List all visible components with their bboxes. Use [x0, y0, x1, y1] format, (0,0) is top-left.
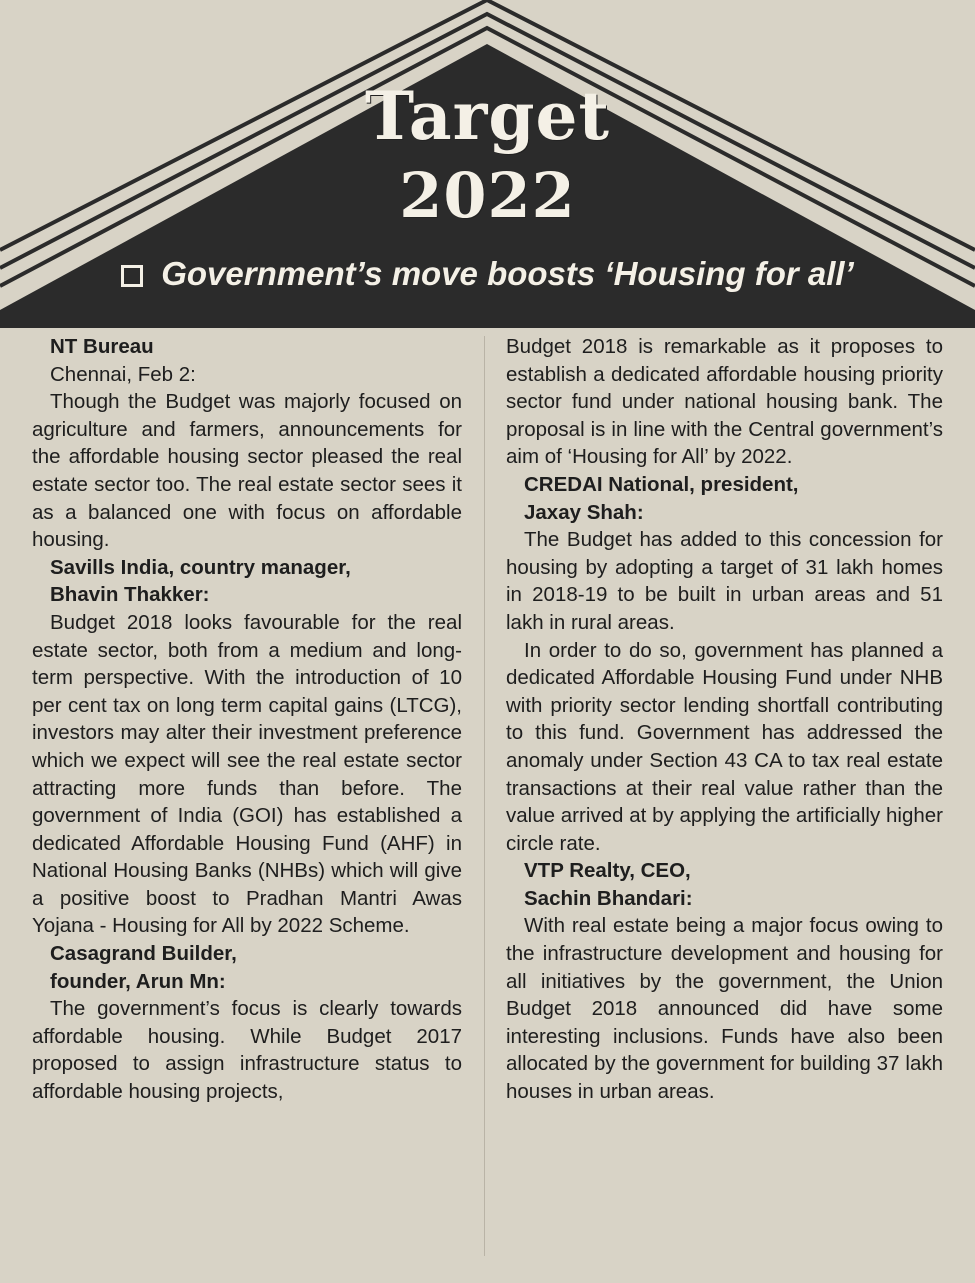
article-column-right: [506, 333, 943, 1106]
quote-casagrand-part2: Budget 2018 is remarkable as it proposes to establish a dedicated affordable housing priority sector fund under national housing bank. The proposal is in line with the Central government’s aim of ‘Housing for All’ by 2022.: [506, 335, 943, 469]
speaker-casagrand-line1: Casagrand Builder,: [50, 942, 237, 966]
speaker-credai-line1: CREDAI National, president,: [524, 472, 799, 496]
speaker-credai-line2: Jaxay Shah:: [524, 500, 644, 524]
speaker-savills-line1: Savills India, country manager,: [50, 555, 351, 579]
dateline: Chennai, Feb 2:: [50, 362, 196, 386]
subheadline-text: Government’s move boosts ‘Housing for all’: [161, 255, 854, 292]
checkbox-bullet-icon: [121, 265, 143, 287]
headline-line-2: 2022: [399, 159, 576, 232]
byline: NT Bureau: [50, 335, 154, 358]
article-column-left: [32, 333, 462, 1106]
headline-line-1: Target: [365, 77, 610, 155]
speaker-savills-line2: Bhavin Thakker:: [50, 583, 210, 607]
speaker-vtp-line1: VTP Realty, CEO,: [524, 859, 691, 883]
quote-casagrand-part1: The government’s focus is clearly towards affordable housing. While Budget 2017 proposed to assign infrastructure status to affordable housing projects,: [32, 997, 462, 1104]
column-divider: [484, 336, 485, 1256]
quote-credai-paragraph-1: The Budget has added to this concession for housing by adopting a target of 31 lakh homes in 2018-19 to be built in urban areas and 51 lakh in rural areas.: [506, 528, 943, 634]
speaker-vtp-line2: Sachin Bhandari:: [524, 886, 693, 910]
intro-paragraph: Though the Budget was majorly focused on agriculture and farmers, announcements for the affordable housing sector pleased the real estate sector too. The real estate sector sees it as a balanced one with focus on affordable housing.: [32, 390, 462, 552]
speaker-casagrand-line2: founder, Arun Mn:: [50, 969, 226, 993]
quote-vtp: With real estate being a major focus owing to the infrastructure development and housing for all initiatives by the government, the Union Budget 2018 announced did have some interesting inclusions. Funds have also been allocated by the government for building 37 lakh houses in urban areas.: [506, 914, 943, 1104]
quote-credai-paragraph-2: In order to do so, government has planned a dedicated Affordable Housing Fund under NHB with priority sector lending shortfall contributing to this fund. Government has addressed the anomaly under Section 43 CA to tax real estate transactions at their real value rather than the value arrived at by applying the artificially higher circle rate.: [506, 638, 943, 855]
quote-savills: Budget 2018 looks favourable for the real estate sector, both from a medium and long-term perspective. With the introduction of 10 per cent tax on long term capital gains (LTCG), investors may alter their investment preference which we expect will see the real estate sector attracting more funds than before. The government of India (GOI) has established a dedicated Affordable Housing Fund (AHF) in National Housing Banks (NHBs) which will give a positive boost to Pradhan Mantri Awas Yojana - Housing for All by 2022 Scheme.: [32, 610, 462, 938]
subheadline: [0, 252, 975, 296]
